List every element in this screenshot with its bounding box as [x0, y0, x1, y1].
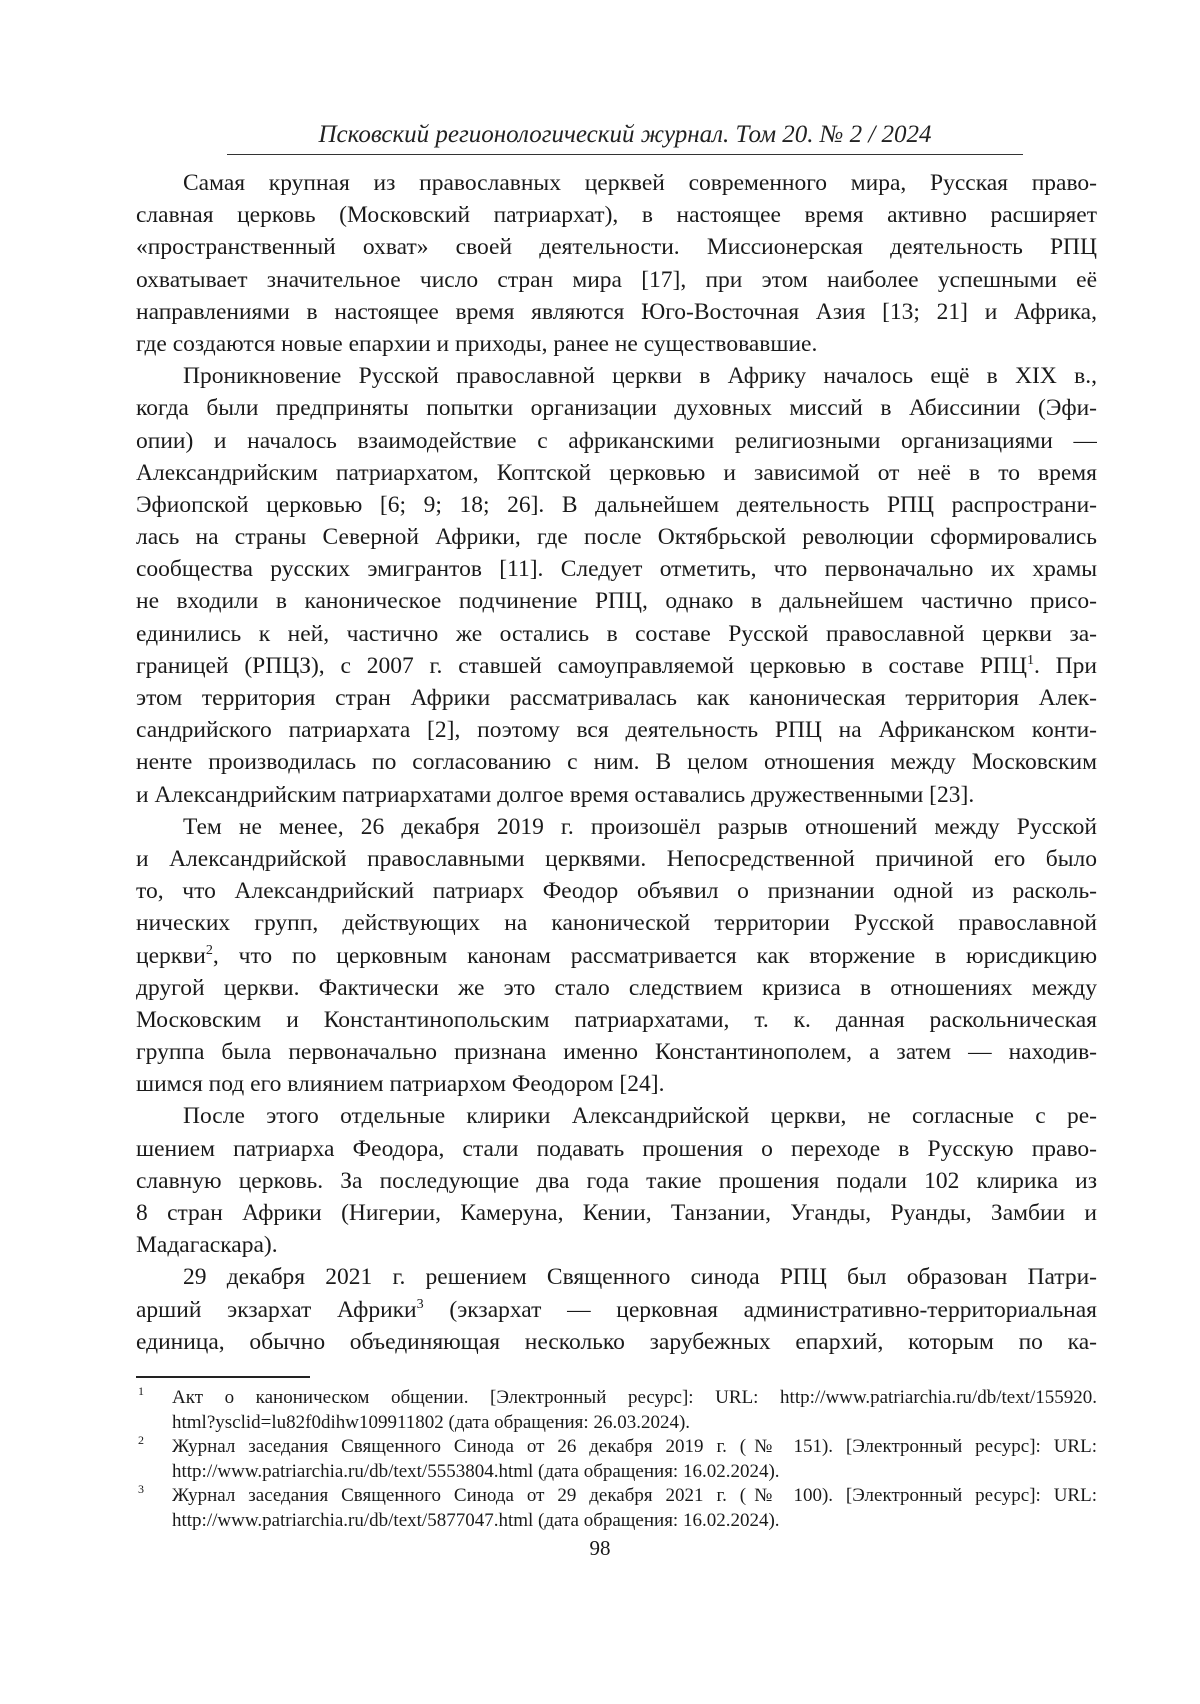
footnote-ref: 2	[206, 942, 213, 958]
footnote	[136, 1386, 1097, 1435]
header-rule	[227, 154, 1023, 155]
line-text: церкви	[136, 943, 206, 969]
text-line: Проникновение Русской православной церкви в Африку началось ещё в XIX в.,	[136, 360, 1097, 392]
text-line	[136, 650, 1097, 682]
text-line: не входили в каноническое подчинение РПЦ, однако в дальнейшем частично присо-	[136, 585, 1097, 617]
text-line: единица, обычно объединяющая несколько зарубежных епархий, которым по ка-	[136, 1326, 1097, 1358]
article-body	[136, 167, 1097, 1358]
text-line: когда были предприняты попытки организации духовных миссий в Абиссинии (Эфи-	[136, 392, 1097, 424]
text-line: После этого отдельные клирики Александрийской церкви, не согласные с ре-	[136, 1100, 1097, 1132]
text-line: сообщества русских эмигрантов [11]. Следует отметить, что первоначально их храмы	[136, 553, 1097, 585]
footnote-ref: 1	[1027, 652, 1034, 668]
text-line: http://www.patriarchia.ru/db/text/5877047.html (дата обращения: 16.02.2024).	[172, 1509, 1097, 1534]
text-line: этом территория стран Африки рассматривалась как каноническая территория Алек-	[136, 682, 1097, 714]
line-text: арший экзархат Африки	[136, 1297, 417, 1323]
text-line	[136, 1294, 1097, 1326]
paragraph	[136, 1100, 1097, 1261]
text-line: Александрийским патриархатом, Коптской церковью и зависимой от неё в то время	[136, 457, 1097, 489]
text-line: Журнал заседания Священного Синода от 26 декабря 2019 г. (№ 151). [Электронный ресурс]: URL:	[172, 1435, 1097, 1460]
text-line: славная церковь (Московский патриархат), в настоящее время активно расширяет	[136, 199, 1097, 231]
paragraph	[136, 360, 1097, 811]
text-line: Тем не менее, 26 декабря 2019 г. произошёл разрыв отношений между Русской	[136, 811, 1097, 843]
text-line: и Александрийской православными церквями. Непосредственной причиной его было	[136, 843, 1097, 875]
footnote-ref: 3	[417, 1296, 424, 1312]
line-text: границей (РПЦЗ), с 2007 г. ставшей самоуправляемой церковью в составе РПЦ	[136, 653, 1027, 679]
line-text: . При	[1034, 653, 1097, 679]
paragraph	[136, 1261, 1097, 1358]
text-line: Акт о каноническом общении. [Электронный ресурс]: URL: http://www.patriarchia.ru/db/text/155920.	[172, 1386, 1097, 1411]
text-line: http://www.patriarchia.ru/db/text/5553804.html (дата обращения: 16.02.2024).	[172, 1460, 1097, 1485]
text-line: охватывает значительное число стран мира [17], при этом наиболее успешными её	[136, 264, 1097, 296]
text-line: 8 стран Африки (Нигерии, Камеруна, Кении, Танзании, Уганды, Руанды, Замбии и	[136, 1197, 1097, 1229]
text-line: славную церковь. За последующие два года такие прошения подали 102 клирика из	[136, 1165, 1097, 1197]
text-line: Журнал заседания Священного Синода от 29 декабря 2021 г. (№ 100). [Электронный ресурс]: URL:	[172, 1484, 1097, 1509]
text-line: направлениями в настоящее время являются Юго-Восточная Азия [13; 21] и Африка,	[136, 296, 1097, 328]
footnote-separator	[136, 1376, 310, 1378]
footnote	[136, 1484, 1097, 1533]
text-line: сандрийского патриархата [2], поэтому вся деятельность РПЦ на Африканском конти-	[136, 714, 1097, 746]
text-line: Мадагаскара).	[136, 1229, 1097, 1261]
footnote-number: 1	[138, 1384, 144, 1399]
text-line: «пространственный охват» своей деятельности. Миссионерская деятельность РПЦ	[136, 231, 1097, 263]
text-line: где создаются новые епархии и приходы, ранее не существовавшие.	[136, 328, 1097, 360]
line-text: (экзархат — церковная административно-территориальная	[424, 1297, 1097, 1323]
footnote	[136, 1435, 1097, 1484]
paragraph	[136, 167, 1097, 360]
text-line	[136, 940, 1097, 972]
text-line: 29 декабря 2021 г. решением Священного синода РПЦ был образован Патри-	[136, 1261, 1097, 1293]
text-line: другой церкви. Фактически же это стало следствием кризиса в отношениях между	[136, 972, 1097, 1004]
footnote-number: 2	[138, 1433, 144, 1448]
paragraph	[136, 811, 1097, 1101]
text-line: шимся под его влиянием патриархом Феодором [24].	[136, 1068, 1097, 1100]
footnote-number: 3	[138, 1482, 144, 1497]
text-line: то, что Александрийский патриарх Феодор объявил о признании одной из расколь-	[136, 875, 1097, 907]
text-line: Самая крупная из православных церквей современного мира, Русская право-	[136, 167, 1097, 199]
text-line: нических групп, действующих на канонической территории Русской православной	[136, 907, 1097, 939]
text-line: группа была первоначально признана именно Константинополем, а затем — находив-	[136, 1036, 1097, 1068]
footnotes	[136, 1386, 1097, 1533]
text-line: html?ysclid=lu82f0dihw109911802 (дата обращения: 26.03.2024).	[172, 1411, 1097, 1436]
running-header: Псковский регионологический журнал. Том 20. № 2 / 2024	[227, 120, 1023, 150]
text-line: единились к ней, частично же остались в составе Русской православной церкви за-	[136, 618, 1097, 650]
text-line: опии) и началось взаимодействие с африканскими религиозными организациями —	[136, 425, 1097, 457]
text-line: шением патриарха Феодора, стали подавать прошения о переходе в Русскую право-	[136, 1133, 1097, 1165]
text-line: Московским и Константинопольским патриархатами, т. к. данная раскольническая	[136, 1004, 1097, 1036]
text-line: ненте производилась по согласованию с ним. В целом отношения между Московским	[136, 746, 1097, 778]
text-line: лась на страны Северной Африки, где после Октябрьской революции сформировались	[136, 521, 1097, 553]
text-line: и Александрийским патриархатами долгое время оставались дружественными [23].	[136, 779, 1097, 811]
line-text: , что по церковным канонам рассматривается как вторжение в юрисдикцию	[213, 943, 1097, 969]
page-number: 98	[0, 1536, 1200, 1561]
text-line: Эфиопской церковью [6; 9; 18; 26]. В дальнейшем деятельность РПЦ распространи-	[136, 489, 1097, 521]
